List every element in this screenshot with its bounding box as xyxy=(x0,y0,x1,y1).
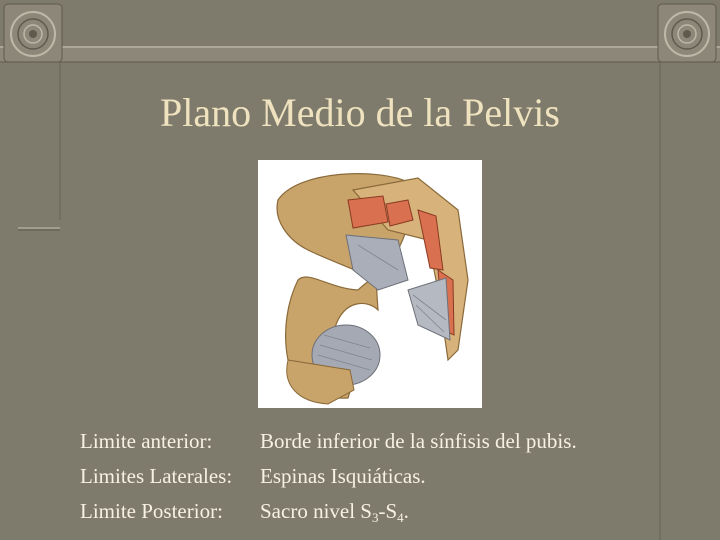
pelvis-illustration xyxy=(258,160,482,408)
sacral-body-section xyxy=(348,196,388,228)
right-scroll-ornament xyxy=(658,4,716,62)
limit-label: Limite anterior: xyxy=(80,429,213,453)
limit-value-suffix: . xyxy=(403,499,409,523)
left-scroll-ornament xyxy=(4,4,62,62)
limit-row-posterior xyxy=(80,494,700,529)
limit-value xyxy=(260,499,409,523)
pelvis-drawing xyxy=(258,160,482,408)
slide-title: Plano Medio de la Pelvis xyxy=(160,90,560,135)
frame-beam xyxy=(0,46,720,62)
sacroiliac-ligament xyxy=(346,235,408,290)
limit-value: Borde inferior de la sínfisis del pubis. xyxy=(260,429,577,453)
pelvis-limits xyxy=(80,424,700,529)
limit-value: Espinas Isquiáticas. xyxy=(260,464,426,488)
limit-value-dash: -S xyxy=(378,499,398,523)
sacral-level-end: 4 xyxy=(397,510,404,525)
limit-row-lateral xyxy=(80,459,700,494)
sacral-level-start: 3 xyxy=(371,510,379,525)
limit-value-prefix: Sacro nivel S xyxy=(260,499,372,523)
sacrospinous-ligament xyxy=(408,278,450,340)
limit-row-anterior xyxy=(80,424,700,459)
limit-label: Limite Posterior: xyxy=(80,499,223,523)
limit-label: Limites Laterales: xyxy=(80,464,233,488)
